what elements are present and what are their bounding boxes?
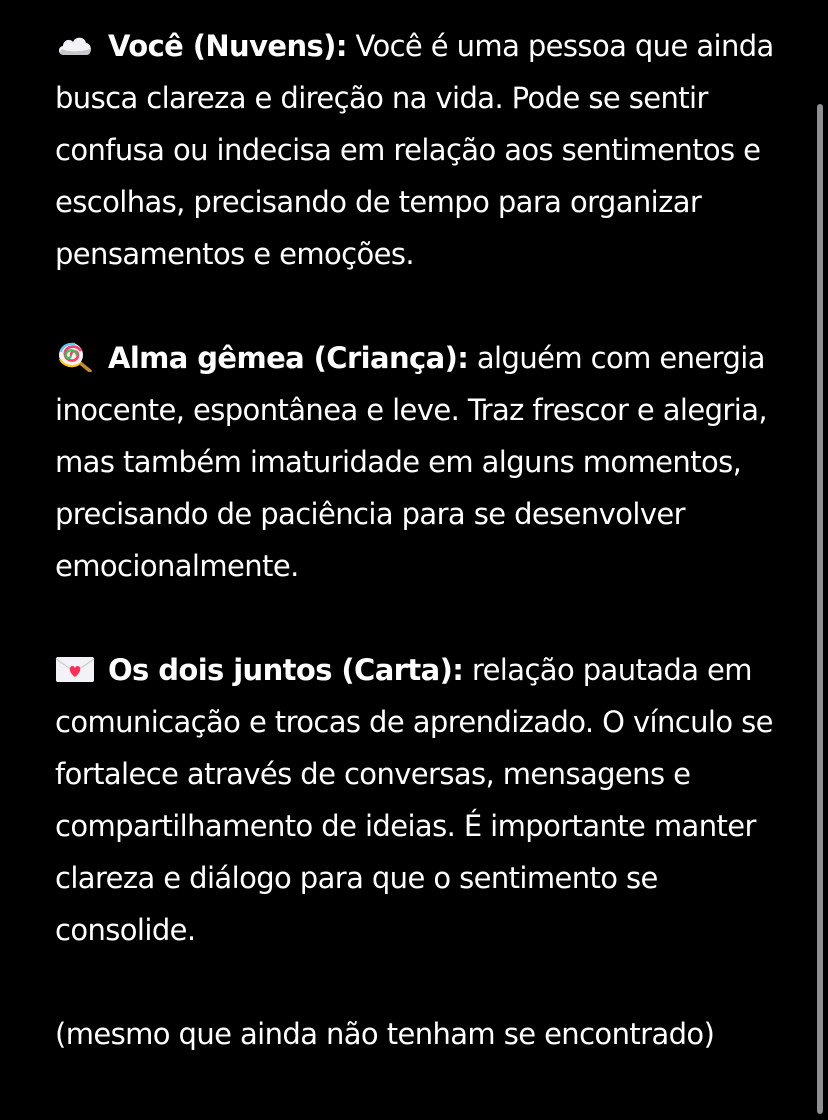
love-letter-icon bbox=[55, 654, 95, 684]
section-heading: Os dois juntos (Carta): bbox=[108, 653, 464, 687]
section-heading: Você (Nuvens): bbox=[108, 29, 347, 63]
section-body: Você é uma pessoa que ainda busca clareza e direção na vida. Pode se sentir confusa ou indecisa em relação aos sentimentos e escolhas, precisando de tempo para organizar pensamentos e emoções. bbox=[55, 29, 774, 271]
section-alma-gemea bbox=[55, 332, 795, 592]
section-heading: Alma gêmea (Criança): bbox=[108, 341, 469, 375]
section-os-dois-juntos bbox=[55, 644, 795, 956]
lollipop-icon bbox=[55, 342, 95, 372]
footer-note: (mesmo que ainda não tenham se encontrado) bbox=[55, 1017, 715, 1051]
message-text-block bbox=[55, 20, 795, 1060]
cloud-icon bbox=[55, 30, 95, 60]
section-voce bbox=[55, 20, 795, 280]
section-body: alguém com energia inocente, espontânea e leve. Traz frescor e alegria, mas também imaturidade em alguns momentos, precisando de paciência para se desenvolver emocionalmente. bbox=[55, 341, 767, 583]
section-body: relação pautada em comunicação e trocas de aprendizado. O vínculo se fortalece através de conversas, mensagens e compartilhamento de ideias. É importante manter clareza e diálogo para que o sentimento se consolide. bbox=[55, 653, 773, 947]
scrollbar[interactable] bbox=[817, 104, 823, 1114]
